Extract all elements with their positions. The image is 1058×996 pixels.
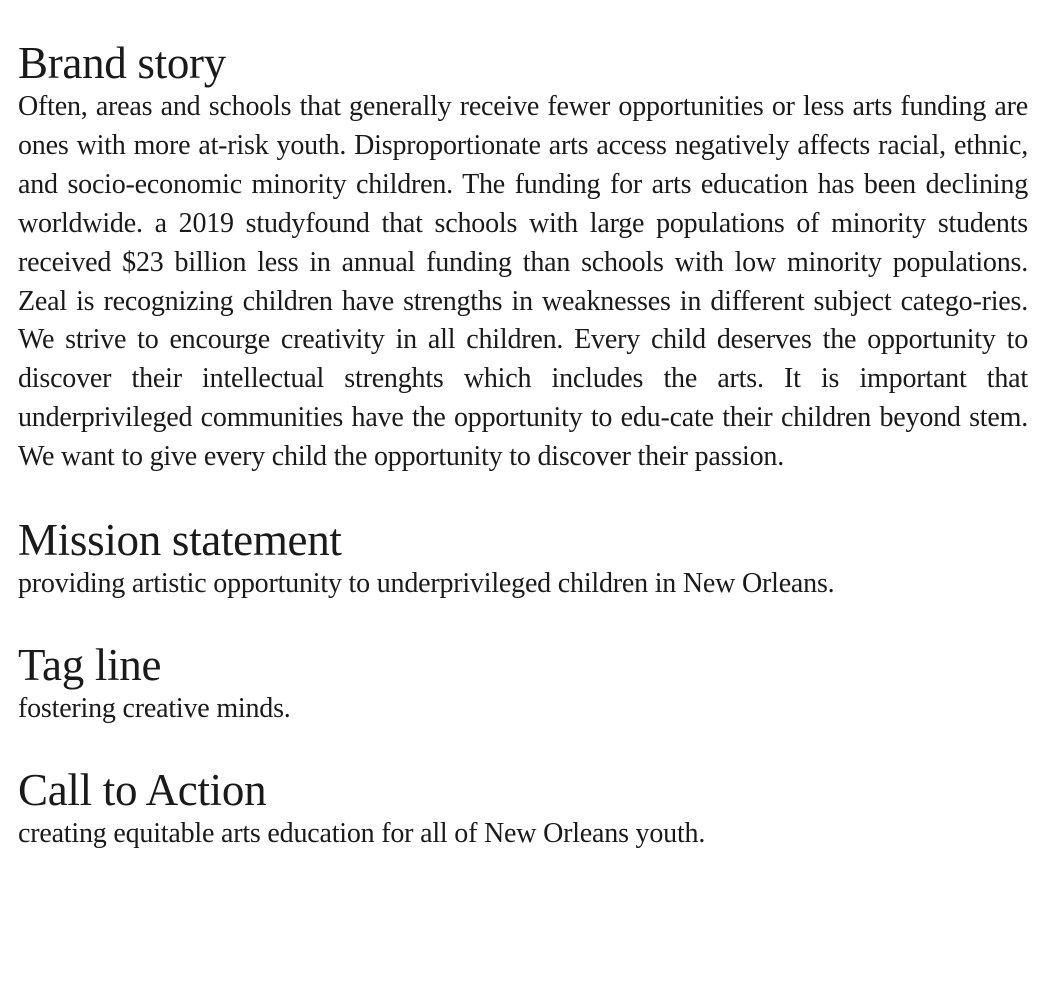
tag-line-heading: Tag line	[18, 639, 162, 690]
mission-statement-section	[18, 515, 1028, 604]
call-to-action-heading: Call to Action	[18, 764, 267, 815]
mission-statement-heading: Mission statement	[18, 515, 342, 566]
call-to-action-section	[18, 765, 1028, 854]
mission-statement-body: providing artistic opportunity to underprivileged children in New Orleans.	[18, 568, 835, 600]
document-page	[18, 38, 1028, 854]
brand-story-section	[18, 38, 1028, 477]
brand-story-body: Often, areas and schools that generally receive fewer opportunities or less arts funding are ones with more at-risk youth. Disproportionate arts access negatively affects racial, ethnic, and socio-economic minority children. The funding for arts education has been declining worldwide. a 2019 studyfound that schools with large populations of minority students received $23 billion less in annual funding than schools with low minority populations. Zeal is recognizing children have strengths in weaknesses in different subject catego-ries. We strive to encourge creativity in all children. Every child deserves the opportunity to discover their intellectual strenghts which includes the arts. It is important that underprivileged communities have the opportunity to edu-cate their children beyond stem. We want to give every child the opportunity to discover their passion.	[18, 91, 1028, 473]
brand-story-heading: Brand story	[18, 38, 226, 88]
call-to-action-body: creating equitable arts education for all of New Orleans youth.	[18, 817, 706, 849]
tag-line-section	[18, 640, 1028, 729]
tag-line-body: fostering creative minds.	[18, 692, 291, 724]
